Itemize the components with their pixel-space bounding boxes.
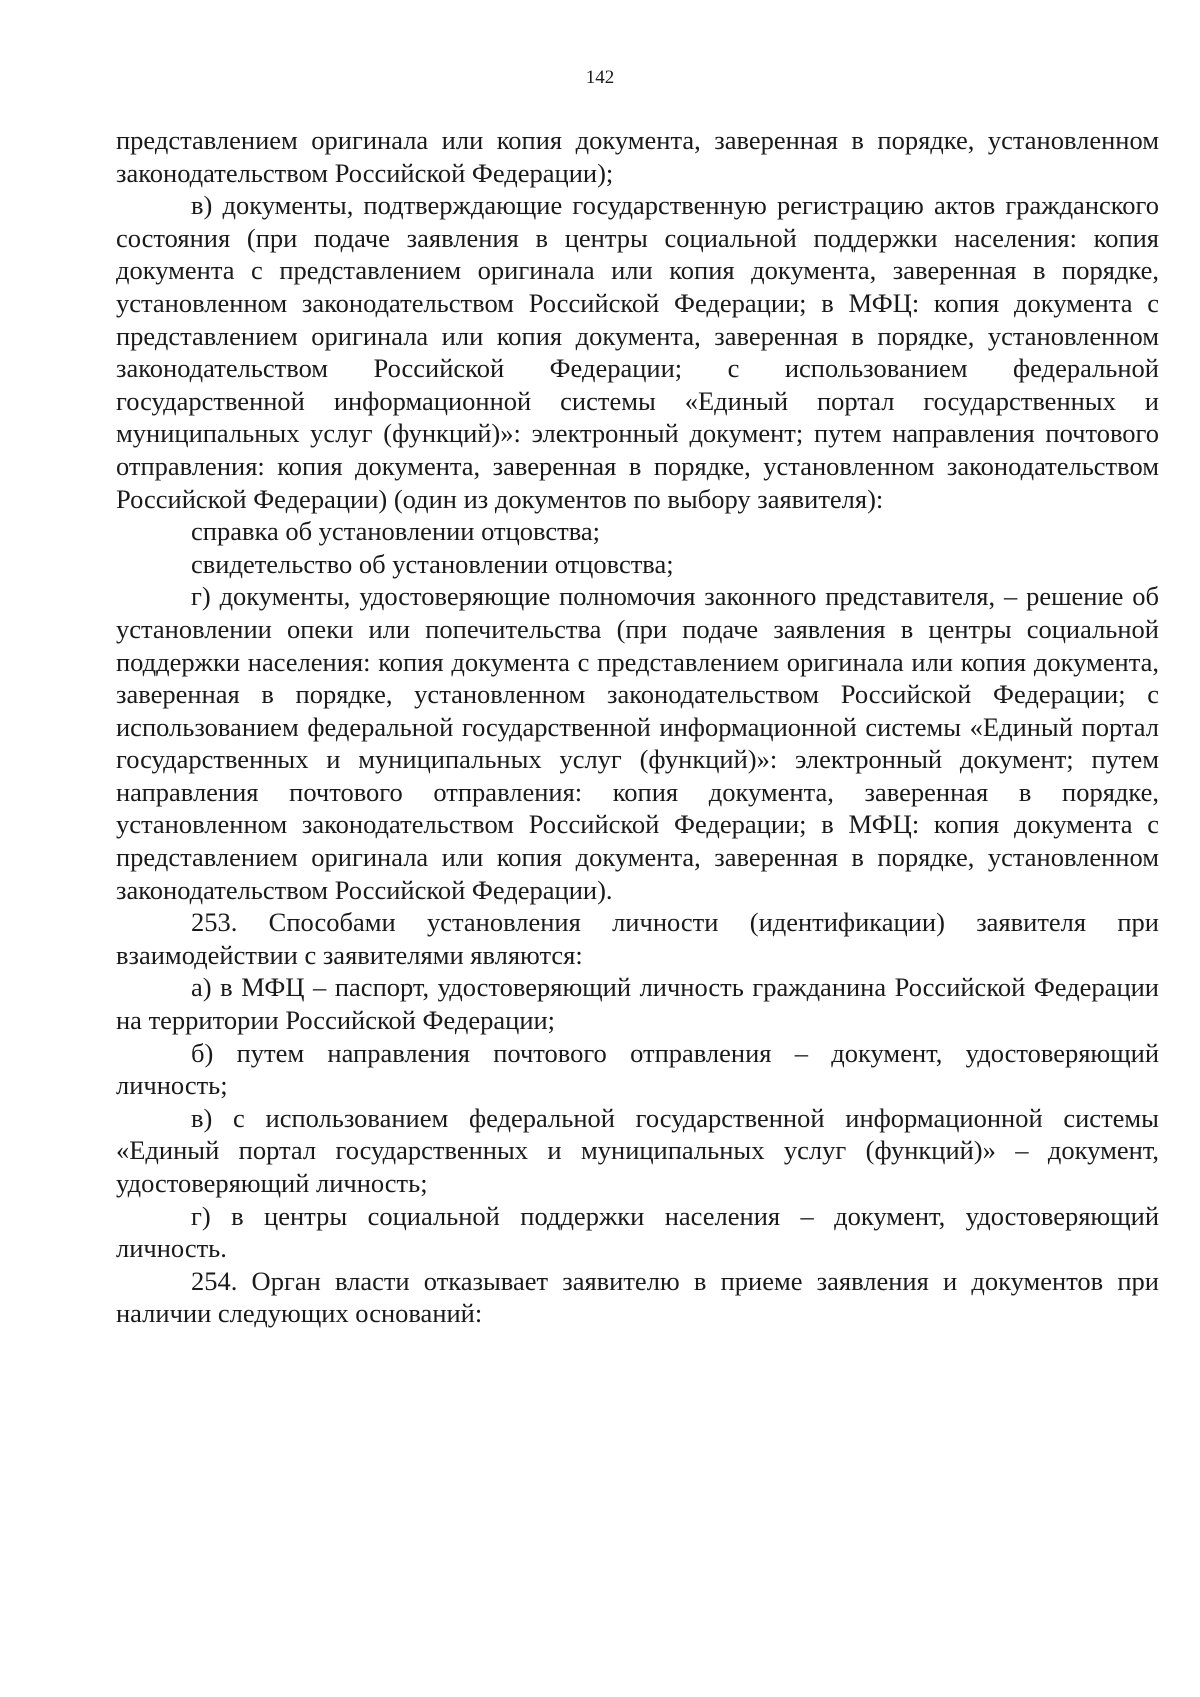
paragraph: 254. Орган власти отказывает заявителю в приеме заявления и документов при наличии следующих оснований:: [116, 1265, 1159, 1329]
paragraph: в) документы, подтверждающие государственную регистрацию актов гражданского состояния (при подаче заявления в центры социальной поддержки населения: копия документа с представлением оригинала или копия документа, заверенная в порядке, установленном законодательством Российской Федерации; в МФЦ: копия документа с представлением оригинала или копия документа, заверенная в порядке, установленном законодательством Российской Федерации; с использованием федеральной государственной информационной системы «Единый портал государственных и муниципальных услуг (функций)»: электронный документ; путем направления почтового отправления: копия документа, заверенная в порядке, установленном законодательством Российской Федерации) (один из документов по выбору заявителя):: [116, 190, 1159, 514]
paragraph: в) с использованием федеральной государственной информационной системы «Единый портал государственных и муниципальных услуг (функций)» – документ, удостоверяющий личность;: [116, 1102, 1159, 1198]
paragraph: а) в МФЦ – паспорт, удостоверяющий личность гражданина Российской Федерации на территории Российской Федерации;: [116, 972, 1159, 1036]
paragraph: г) документы, удостоверяющие полномочия законного представителя, – решение об установлении опеки или попечительства (при подаче заявления в центры социальной поддержки населения: копия документа с представлением оригинала или копия документа, заверенная в порядке, установленном законодательством Российской Федерации; с использованием федеральной государственной информационной системы «Единый портал государственных и муниципальных услуг (функций)»: электронный документ; путем направления почтового отправления: копия документа, заверенная в порядке, установленном законодательством Российской Федерации; в МФЦ: копия документа с представлением оригинала или копия документа, заверенная в порядке, установленном законодательством Российской Федерации).: [116, 581, 1159, 905]
page-number: 142: [585, 67, 615, 88]
paragraph: б) путем направления почтового отправления – документ, удостоверяющий личность;: [116, 1037, 1159, 1101]
paragraph: 253. Способами установления личности (идентификации) заявителя при взаимодействии с заявителями являются:: [116, 907, 1159, 970]
paragraph: справка об установлении отцовства;: [191, 516, 601, 547]
paragraph: г) в центры социальной поддержки населения – документ, удостоверяющий личность.: [116, 1200, 1159, 1264]
paragraph: свидетельство об установлении отцовства;: [191, 548, 674, 579]
paragraph: представлением оригинала или копия документа, заверенная в порядке, установленном законодательством Российской Федерации);: [116, 125, 1159, 188]
document-body: [116, 124, 1159, 1330]
